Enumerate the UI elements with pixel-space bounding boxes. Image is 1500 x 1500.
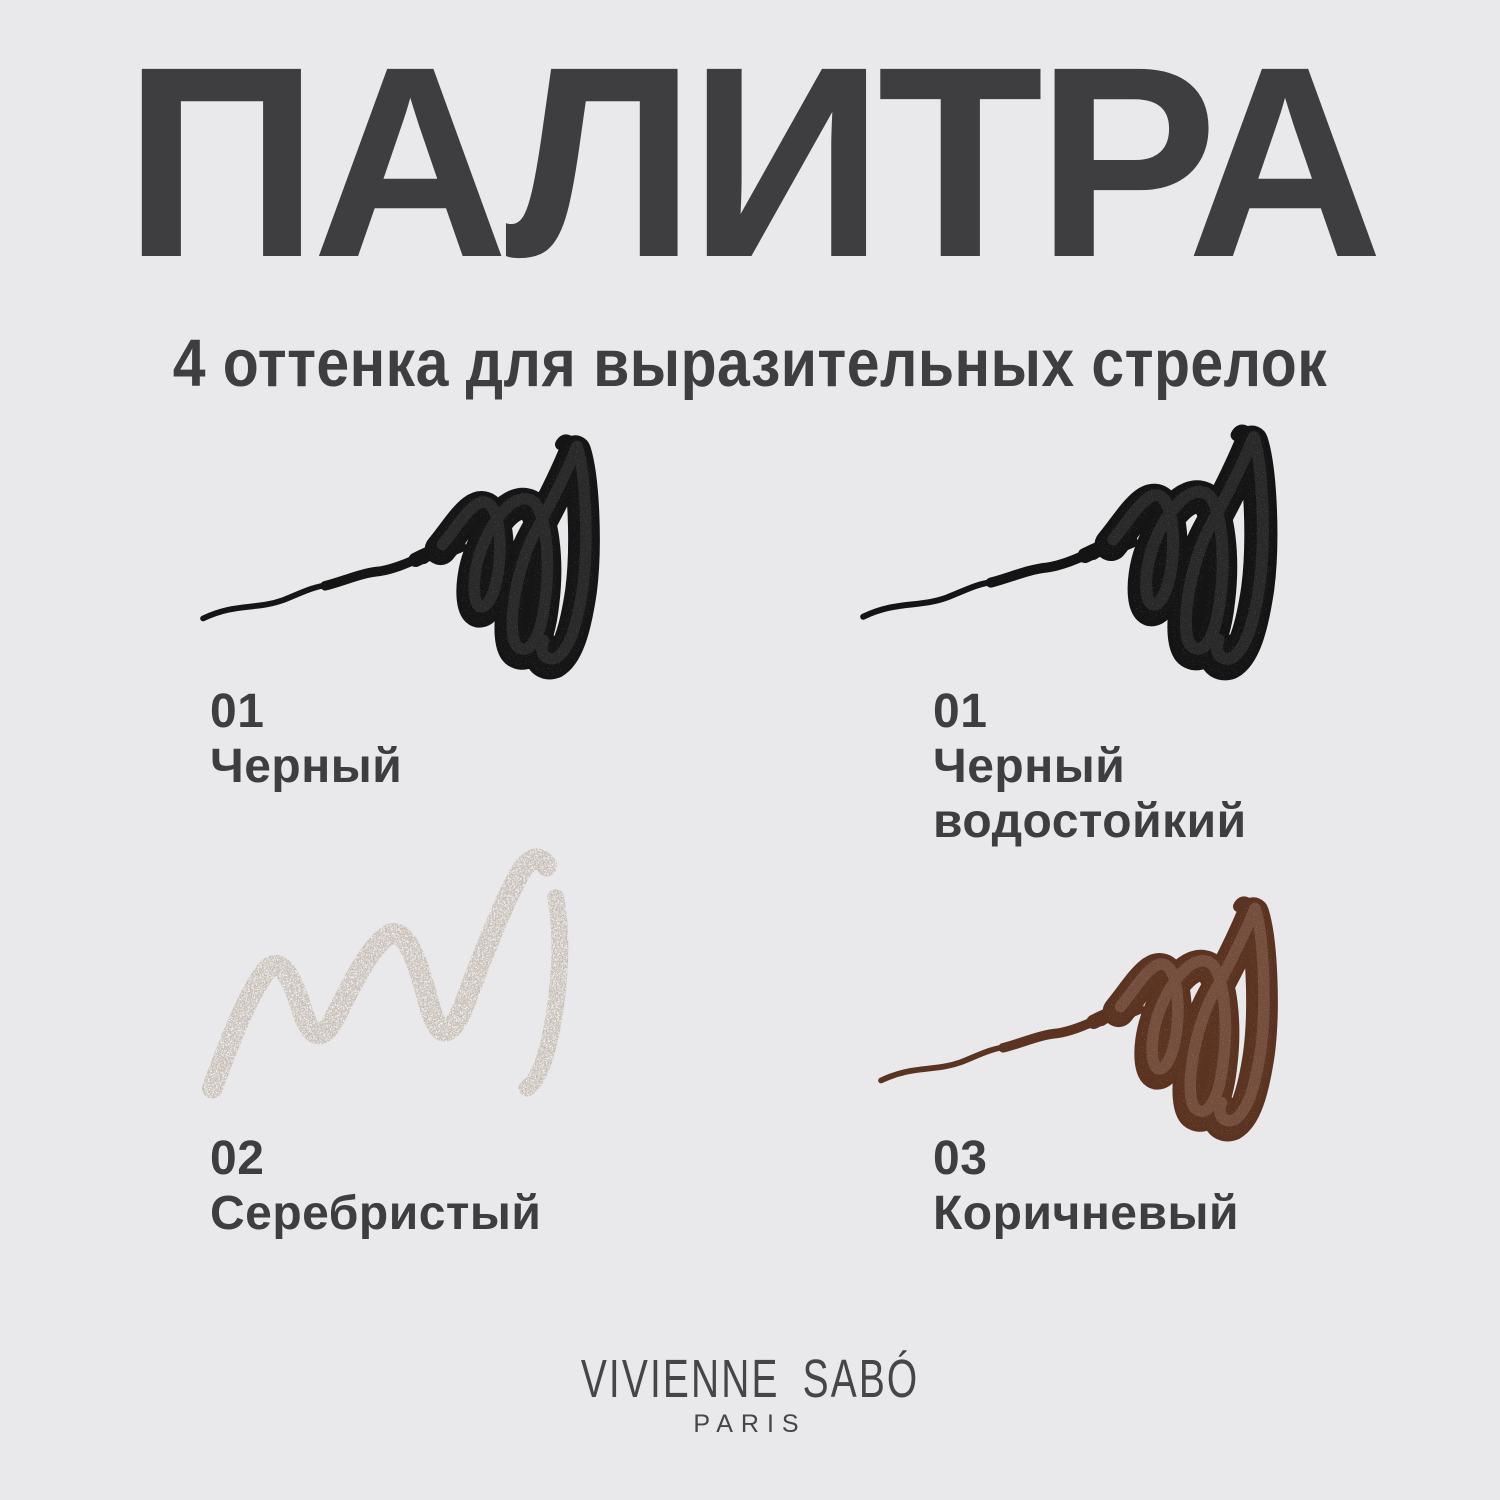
brand-city: PARIS [693, 1410, 807, 1438]
shade-number: 02 [210, 1132, 265, 1185]
glitter-sparkles [212, 859, 560, 1088]
page-title: ПАЛИТРА [123, 10, 1377, 314]
shade-label-black [210, 684, 630, 794]
shade-name: Черный водостойкий [933, 740, 1247, 848]
subtitle-wrap [0, 326, 1500, 401]
shade-label-black-waterproof [933, 684, 1293, 849]
black-liner-stroke [203, 440, 586, 663]
black-waterproof-liner-stroke [863, 431, 1263, 664]
brand-name: VIVIENNE SABÓ [580, 1349, 920, 1409]
shade-name: Черный [210, 740, 403, 793]
silver-glitter-stroke [212, 859, 560, 1088]
shade-label-silver [210, 1131, 670, 1241]
shade-number: 01 [210, 685, 265, 738]
shade-name: Коричневый [933, 1187, 1240, 1240]
silver-glitter-swatch-image [210, 842, 568, 1096]
brown-liner-stroke [881, 902, 1264, 1125]
page-subtitle: 4 оттенка для выразительных стрелок [172, 326, 1328, 401]
shade-label-brown [933, 1131, 1393, 1241]
brand-logo [0, 1349, 1500, 1438]
black-liner-swatch-image [198, 430, 612, 680]
brown-liner-swatch-image [876, 892, 1290, 1142]
shade-number: 03 [933, 1132, 988, 1185]
shade-name: Серебристый [210, 1187, 542, 1240]
black-waterproof-liner-swatch-image [858, 420, 1290, 681]
shade-number: 01 [933, 685, 988, 738]
